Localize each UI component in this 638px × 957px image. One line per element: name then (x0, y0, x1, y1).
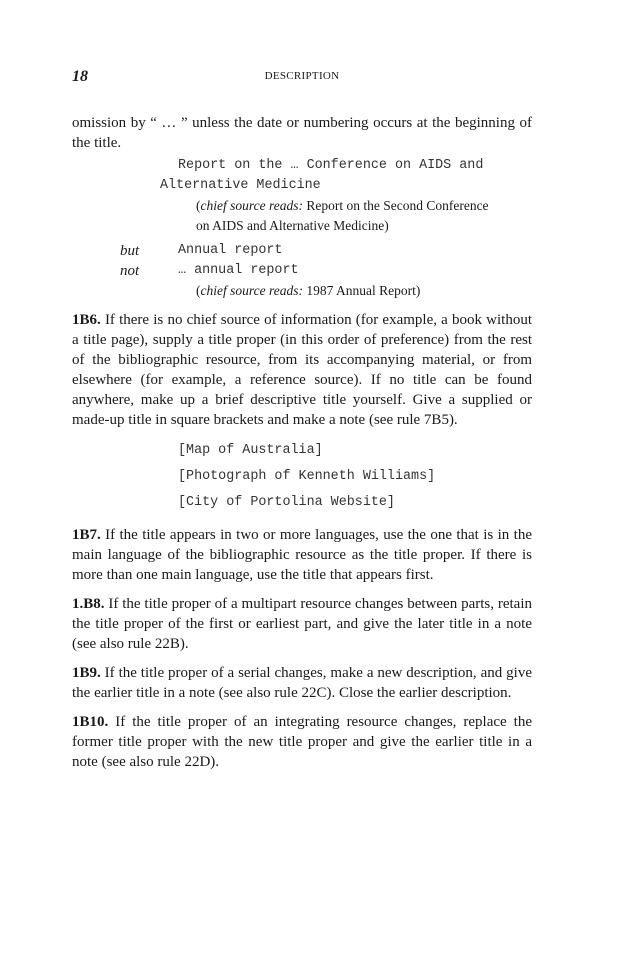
example-note: (chief source reads: Report on the Second Conference (196, 198, 489, 213)
note-label: chief source reads: (200, 283, 303, 298)
rule-1b10 (72, 712, 532, 772)
example-line: Annual report (178, 243, 283, 258)
rule-label: 1B7. (72, 527, 101, 543)
example-line: [Map of Australia] (178, 443, 323, 458)
rule-text: If the title appears in two or more languages, use the one that is in the main language of the bibliographic resource as the title proper. If there is more than one main language, use the title that appears first. (72, 527, 532, 583)
note-text: 1987 Annual Report) (302, 283, 421, 298)
example-conference (72, 156, 532, 236)
running-head: DESCRIPTION (264, 70, 340, 82)
note-label: chief source reads: (200, 198, 303, 213)
example-line: [Photograph of Kenneth Williams] (178, 469, 436, 484)
rule-1b9 (72, 663, 532, 703)
note-text: Report on the Second Conference (302, 198, 489, 213)
rule-1b6 (72, 310, 532, 430)
rule-text: If the title proper of an integrating resource changes, replace the former title proper with the new title proper and give the earlier title in a note (see also rule 22D). (72, 714, 532, 770)
but-label: but (120, 243, 140, 259)
example-but-row (72, 241, 532, 261)
rule-1b7 (72, 525, 532, 585)
rule-1b8 (72, 594, 532, 654)
rule-text: If there is no chief source of information (for example, a book without a title page), supply a title proper (in this order of preference) from the rest of the bibliographic resource, from its accompanying material, or from elsewhere (for example, a reference source). If no title can be found anywhere, make up a brief descriptive title yourself. Give a supplied or made-up title in square brackets and make a note (see rule 7B5). (72, 312, 532, 428)
example-note: (chief source reads: 1987 Annual Report) (196, 283, 421, 298)
example-not-row (72, 261, 532, 281)
example-line: … annual report (178, 263, 299, 278)
intro-paragraph: omission by “ … ” unless the date or numbering occurs at the beginning of the title. (72, 115, 532, 151)
example-line: [City of Portolina Website] (178, 495, 395, 510)
rule-label: 1.B8. (72, 596, 105, 612)
not-label: not (120, 263, 140, 279)
page-number: 18 (72, 68, 88, 85)
example-note: on AIDS and Alternative Medicine) (196, 218, 389, 233)
example-list-supplied-titles (72, 438, 532, 516)
rule-label: 1B9. (72, 665, 101, 681)
example-line: Report on the … Conference on AIDS and (178, 158, 484, 173)
rule-text: If the title proper of a serial changes, make a new description, and give the earlier title in a note (see also rule 22C). Close the earlier description. (72, 665, 532, 701)
rule-label: 1B10. (72, 714, 109, 730)
page-body (72, 113, 532, 772)
rule-label: 1B6. (72, 312, 101, 328)
example-annual-report (72, 241, 532, 301)
example-line: Alternative Medicine (160, 178, 321, 193)
rule-text: If the title proper of a multipart resource changes between parts, retain the title proper of the first or earliest part, and give the later title in a note (see also rule 22B). (72, 596, 532, 652)
page-header (72, 68, 532, 90)
